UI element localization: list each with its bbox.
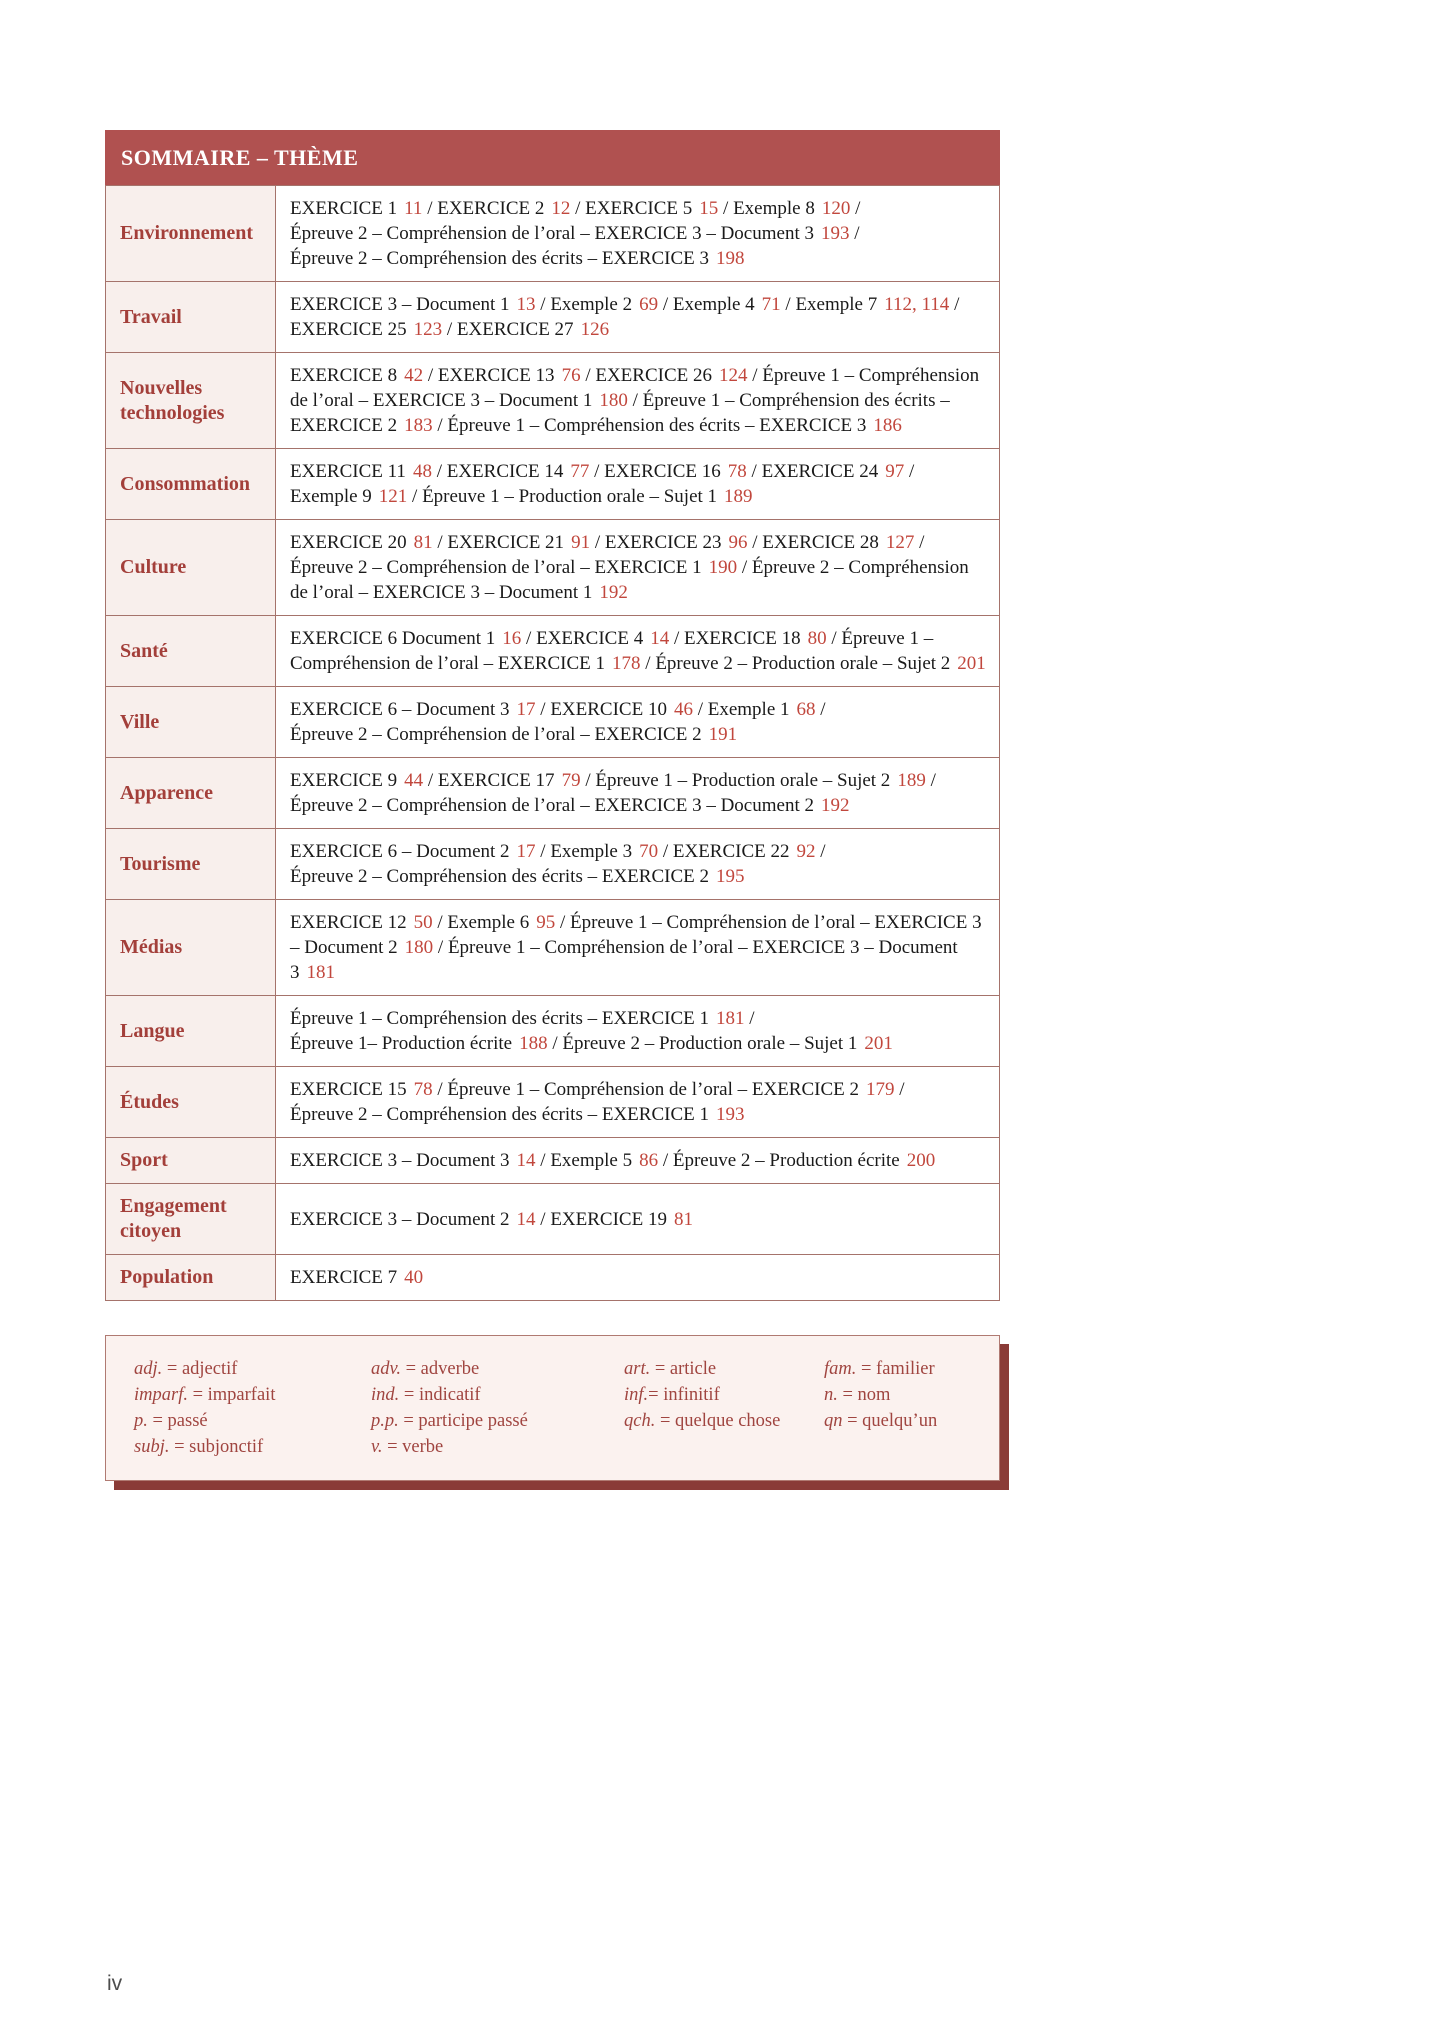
legend-abbreviation: v. <box>371 1437 383 1457</box>
entry-separator: / <box>547 1033 563 1054</box>
toc-entry-page: 193 <box>715 1104 745 1125</box>
toc-entry-page: 12 <box>551 198 571 219</box>
legend-abbreviation: art. <box>624 1359 651 1379</box>
toc-entry-page: 183 <box>404 415 433 436</box>
entry-separator: / <box>521 628 537 649</box>
toc-entry-page: 200 <box>906 1150 936 1171</box>
toc-row <box>106 687 1000 758</box>
toc-entry-page: 126 <box>580 319 610 340</box>
entry-separator: / <box>640 653 656 674</box>
toc-entry-list <box>276 687 1000 758</box>
toc-entry-label: EXERCICE 25 <box>290 319 407 340</box>
entry-separator: / <box>826 628 842 649</box>
legend-abbreviation: subj. <box>134 1437 170 1457</box>
toc-entry-page: 14 <box>516 1208 536 1230</box>
toc-entry-label: EXERCICE 8 <box>290 365 398 386</box>
toc-entry-label: EXERCICE 11 <box>290 461 406 482</box>
toc-table <box>105 185 1000 1301</box>
toc-row <box>106 758 1000 829</box>
toc-entry-page: 190 <box>708 557 738 578</box>
entry-separator: / <box>925 770 936 791</box>
toc-entry-page: 193 <box>820 223 850 244</box>
entry-separator: / <box>535 1208 551 1230</box>
toc-entry-label: Épreuve 2 – Production orale – Sujet 1 <box>562 1033 858 1054</box>
toc-entry-label: EXERCICE 16 <box>604 461 721 482</box>
toc-theme-label: Santé <box>106 616 276 687</box>
toc-entry-page: 81 <box>673 1208 693 1230</box>
legend-item: ind. = indicatif <box>371 1385 481 1405</box>
toc-entry-list <box>276 616 1000 687</box>
entry-separator: / <box>746 461 762 482</box>
legend-column <box>624 1356 824 1460</box>
toc-entry-list <box>276 1138 1000 1184</box>
entry-separator: / <box>590 532 605 553</box>
entry-separator: / <box>669 628 684 649</box>
toc-entry-page: 14 <box>650 628 670 649</box>
toc-entry-page: 189 <box>724 486 753 507</box>
toc-entry-page: 42 <box>404 365 424 386</box>
entry-separator: / <box>432 415 448 436</box>
entry-separator: / <box>580 770 596 791</box>
toc-entry-page: 181 <box>306 962 335 983</box>
toc-entry-page: 14 <box>516 1150 536 1171</box>
toc-entry-page: 68 <box>796 699 816 720</box>
toc-entry-page: 17 <box>516 841 536 862</box>
toc-row <box>106 449 1000 520</box>
entry-separator: / <box>423 770 438 791</box>
toc-entry-label: Épreuve 2 – Production écrite <box>672 1150 900 1171</box>
entry-separator: / <box>737 557 752 578</box>
entry-separator: / <box>442 319 457 340</box>
toc-entry-page: 201 <box>957 653 986 674</box>
entry-separator: / <box>744 1008 755 1029</box>
toc-entry-page: 120 <box>821 198 851 219</box>
toc-entry-label: EXERCICE 23 <box>604 532 722 553</box>
toc-entry-page: 70 <box>639 841 659 862</box>
toc-row <box>106 353 1000 449</box>
toc-entry-label: EXERCICE 6 – Document 3 <box>290 699 510 720</box>
toc-entry-label: EXERCICE 3 – Document 1 <box>290 294 510 315</box>
toc-entry-page: 112, 114 <box>884 294 950 315</box>
legend-abbreviation: imparf. <box>134 1385 188 1405</box>
toc-entry-label: Épreuve 2 – Production orale – Sujet 2 <box>655 653 951 674</box>
legend-item: n. = nom <box>824 1385 891 1405</box>
abbreviations-legend <box>105 1335 1000 1481</box>
legend-item: fam. = familier <box>824 1359 935 1379</box>
toc-entry-label: Exemple 8 <box>733 198 815 219</box>
toc-entry-page: 124 <box>718 365 748 386</box>
toc-entry-page: 13 <box>516 294 536 315</box>
legend-item: art. = article <box>624 1359 717 1379</box>
toc-theme-label: Culture <box>106 520 276 616</box>
toc-entry-page: 40 <box>404 1267 424 1288</box>
toc-entry-label: EXERCICE 3 – Document 2 <box>290 1208 510 1230</box>
toc-entry-label: Exemple 5 <box>550 1150 633 1171</box>
entry-separator: / <box>718 198 734 219</box>
toc-entry-page: 15 <box>699 198 719 219</box>
toc-entry-page: 178 <box>612 653 641 674</box>
toc-entry-label: Épreuve 2 – Compréhension des écrits – EXERCICE 3 <box>290 248 709 269</box>
toc-theme-label: Consommation <box>106 449 276 520</box>
toc-entry-page: 17 <box>516 699 536 720</box>
entry-separator: / <box>432 1079 448 1100</box>
toc-entry-page: 181 <box>715 1008 745 1029</box>
toc-entry-label: EXERCICE 21 <box>447 532 565 553</box>
toc-entry-page: 79 <box>561 770 581 791</box>
toc-entry-page: 48 <box>412 461 432 482</box>
legend-item: v. = verbe <box>371 1437 444 1457</box>
legend-abbreviation: p.p. <box>371 1411 399 1431</box>
toc-entry-list <box>276 449 1000 520</box>
toc-entry-page: 95 <box>536 912 556 933</box>
legend-item: qn = quelqu’un <box>824 1411 938 1431</box>
legend-column <box>134 1356 371 1460</box>
legend-abbreviation: fam. <box>824 1359 857 1379</box>
toc-entry-list <box>276 900 1000 996</box>
toc-theme-label: Nouvelles technologies <box>106 353 276 449</box>
entry-separator: / <box>570 198 586 219</box>
toc-entry-list <box>276 996 1000 1067</box>
entry-separator: / <box>433 937 448 958</box>
toc-entry-label: EXERCICE 10 <box>550 699 667 720</box>
entry-separator: / <box>589 461 605 482</box>
entry-separator: / <box>747 365 763 386</box>
entry-separator: / <box>555 912 570 933</box>
toc-header-bar <box>105 130 1000 185</box>
toc-entry-page: 97 <box>885 461 905 482</box>
legend-abbreviation: adv. <box>371 1359 401 1379</box>
toc-theme-label: Études <box>106 1067 276 1138</box>
toc-entry-page: 44 <box>404 770 424 791</box>
legend-abbreviation: qn <box>824 1411 843 1431</box>
toc-entry-page: 191 <box>708 724 738 745</box>
toc-theme-label: Population <box>106 1255 276 1301</box>
toc-entry-label: Exemple 9 <box>290 486 372 507</box>
toc-entry-label: Épreuve 1 – Compréhension de l’oral – EXERCICE 3 – Document 2 <box>290 912 982 958</box>
toc-entry-label: EXERCICE 3 – Document 3 <box>290 1150 510 1171</box>
toc-theme-label: Travail <box>106 282 276 353</box>
legend-abbreviation: inf. <box>624 1385 649 1405</box>
legend-item: subj. = subjonctif <box>134 1437 264 1457</box>
entry-separator: / <box>535 1150 551 1171</box>
toc-row <box>106 1138 1000 1184</box>
entry-separator: / <box>535 294 551 315</box>
toc-entry-label: EXERCICE 6 Document 1 <box>290 628 496 649</box>
toc-entry-label: EXERCICE 9 <box>290 770 398 791</box>
toc-entry-page: 92 <box>796 841 816 862</box>
toc-theme-label: Environnement <box>106 186 276 282</box>
toc-entry-label: Épreuve 1 – Compréhension de l’oral – EXERCICE 3 – Document 1 <box>290 365 980 411</box>
toc-entry-label: Épreuve 1 – Compréhension de l’oral – EXERCICE 3 – Document 3 <box>290 937 958 983</box>
toc-entry-label: Épreuve 1 – Compréhension de l’oral – EXERCICE 2 <box>447 1079 860 1100</box>
legend-item: adj. = adjectif <box>134 1359 238 1379</box>
toc-entry-label: Épreuve 2 – Compréhension de l’oral – EXERCICE 2 <box>290 724 702 745</box>
legend-column <box>371 1356 624 1460</box>
toc-theme-label: Tourisme <box>106 829 276 900</box>
page-number: iv <box>107 1972 123 1995</box>
entry-separator: / <box>692 699 708 720</box>
toc-entry-label: EXERCICE 1 <box>290 198 398 219</box>
toc-entry-page: 123 <box>413 319 443 340</box>
legend-item: imparf. = imparfait <box>134 1385 276 1405</box>
entry-separator: / <box>904 461 915 482</box>
toc-entry-label: EXERCICE 18 <box>683 628 801 649</box>
toc-entry-page: 195 <box>715 866 745 887</box>
toc-entry-page: 192 <box>599 582 628 603</box>
legend-abbreviation: qch. <box>624 1411 656 1431</box>
legend-item: p.p. = participe passé <box>371 1411 528 1431</box>
toc-entry-label: EXERCICE 22 <box>672 841 790 862</box>
toc-entry-label: Épreuve 1 – Compréhension des écrits – EXERCICE 2 <box>290 390 950 436</box>
toc-entry-label: EXERCICE 6 – Document 2 <box>290 841 510 862</box>
toc-entry-label: EXERCICE 28 <box>762 532 879 553</box>
entry-separator: / <box>849 223 860 244</box>
legend-item: inf.= infinitif <box>624 1385 720 1405</box>
toc-entry-label: EXERCICE 19 <box>550 1208 667 1230</box>
toc-entry-label: Exemple 3 <box>550 841 633 862</box>
toc-entry-label: EXERCICE 26 <box>595 365 712 386</box>
toc-entry-page: 81 <box>413 532 433 553</box>
toc-entry-list <box>276 282 1000 353</box>
toc-entry-list <box>276 186 1000 282</box>
toc-entry-label: Épreuve 2 – Compréhension de l’oral – EXERCICE 1 <box>290 557 702 578</box>
toc-entry-label: Exemple 4 <box>672 294 755 315</box>
entry-separator: / <box>850 198 861 219</box>
toc-entry-page: 11 <box>404 198 423 219</box>
toc-entry-label: Exemple 7 <box>795 294 878 315</box>
toc-entry-label: Épreuve 2 – Compréhension des écrits – EXERCICE 1 <box>290 1104 709 1125</box>
legend-abbreviation: ind. <box>371 1385 400 1405</box>
toc-theme-label: Médias <box>106 900 276 996</box>
toc-row <box>106 616 1000 687</box>
toc-entry-label: Épreuve 2 – Compréhension de l’oral – EXERCICE 3 – Document 2 <box>290 795 814 816</box>
entry-separator: / <box>423 365 438 386</box>
entry-separator: / <box>407 486 423 507</box>
toc-entry-label: Épreuve 1 – Compréhension des écrits – EXERCICE 3 <box>447 415 867 436</box>
toc-entry-list <box>276 829 1000 900</box>
toc-row <box>106 282 1000 353</box>
toc-entry-label: EXERCICE 27 <box>456 319 574 340</box>
toc-entry-label: Exemple 1 <box>707 699 790 720</box>
toc-entry-page: 201 <box>864 1033 893 1054</box>
entry-separator: / <box>535 699 551 720</box>
toc-entry-page: 91 <box>571 532 591 553</box>
toc-entry-label: Épreuve 1– Production écrite <box>290 1033 513 1054</box>
toc-entry-label: EXERCICE 12 <box>290 912 407 933</box>
toc-row <box>106 996 1000 1067</box>
entry-separator: / <box>815 841 826 862</box>
legend-abbreviation: adj. <box>134 1359 163 1379</box>
page-content <box>105 130 1000 1481</box>
toc-entry-list <box>276 520 1000 616</box>
toc-title: SOMMAIRE – THÈME <box>121 145 359 170</box>
toc-entry-page: 188 <box>519 1033 548 1054</box>
entry-separator: / <box>422 198 438 219</box>
legend-grid <box>134 1356 989 1460</box>
toc-entry-label: Épreuve 1 – Compréhension des écrits – EXERCICE 1 <box>290 1008 709 1029</box>
entry-separator: / <box>815 699 826 720</box>
toc-entry-page: 69 <box>639 294 659 315</box>
entry-separator: / <box>431 461 447 482</box>
toc-entry-page: 77 <box>570 461 590 482</box>
legend-item: qch. = quelque chose <box>624 1411 781 1431</box>
entry-separator: / <box>658 841 673 862</box>
toc-entry-page: 198 <box>715 248 745 269</box>
toc-entry-label: Exemple 6 <box>447 912 530 933</box>
toc-entry-page: 86 <box>639 1150 659 1171</box>
entry-separator: / <box>432 532 448 553</box>
toc-entry-label: EXERCICE 4 <box>536 628 644 649</box>
toc-entry-page: 186 <box>873 415 902 436</box>
toc-row <box>106 1067 1000 1138</box>
toc-entry-page: 71 <box>761 294 781 315</box>
toc-entry-list <box>276 353 1000 449</box>
entry-separator: / <box>658 1150 673 1171</box>
toc-theme-label: Engagement citoyen <box>106 1184 276 1255</box>
entry-separator: / <box>432 912 448 933</box>
toc-entry-page: 76 <box>561 365 581 386</box>
toc-row <box>106 1184 1000 1255</box>
legend-item: p. = passé <box>134 1411 208 1431</box>
toc-entry-label: EXERCICE 14 <box>446 461 564 482</box>
toc-entry-page: 80 <box>807 628 827 649</box>
entry-separator: / <box>658 294 673 315</box>
toc-entry-label: EXERCICE 20 <box>290 532 407 553</box>
toc-entry-page: 189 <box>897 770 926 791</box>
toc-theme-label: Sport <box>106 1138 276 1184</box>
toc-row <box>106 520 1000 616</box>
toc-row <box>106 829 1000 900</box>
toc-entry-label: Épreuve 2 – Compréhension de l’oral – EXERCICE 3 – Document 1 <box>290 557 969 603</box>
toc-entry-list <box>276 1067 1000 1138</box>
toc-entry-label: Épreuve 1 – Compréhension de l’oral – EXERCICE 1 <box>290 628 934 674</box>
toc-entry-page: 46 <box>673 699 693 720</box>
toc-entry-list <box>276 1184 1000 1255</box>
toc-entry-page: 127 <box>885 532 915 553</box>
toc-entry-label: EXERCICE 24 <box>761 461 879 482</box>
toc-entry-label: Exemple 2 <box>550 294 633 315</box>
toc-entry-label: EXERCICE 2 <box>437 198 545 219</box>
entry-separator: / <box>627 390 643 411</box>
toc-entry-label: EXERCICE 15 <box>290 1079 407 1100</box>
toc-entry-label: Épreuve 1 – Production orale – Sujet 1 <box>422 486 718 507</box>
toc-entry-page: 16 <box>502 628 522 649</box>
toc-entry-label: EXERCICE 13 <box>437 365 555 386</box>
toc-row <box>106 900 1000 996</box>
toc-entry-page: 78 <box>413 1079 433 1100</box>
toc-entry-page: 180 <box>404 937 434 958</box>
toc-entry-page: 192 <box>820 795 850 816</box>
legend-abbreviation: n. <box>824 1385 838 1405</box>
toc-entry-page: 180 <box>599 390 628 411</box>
toc-entry-label: Épreuve 1 – Production orale – Sujet 2 <box>595 770 891 791</box>
toc-entry-label: EXERCICE 17 <box>437 770 555 791</box>
toc-theme-label: Ville <box>106 687 276 758</box>
toc-entry-page: 179 <box>866 1079 895 1100</box>
toc-row <box>106 1255 1000 1301</box>
toc-entry-list <box>276 1255 1000 1301</box>
toc-entry-page: 78 <box>727 461 747 482</box>
legend-column <box>824 1356 989 1460</box>
entry-separator: / <box>580 365 596 386</box>
entry-separator: / <box>535 841 551 862</box>
toc-theme-label: Apparence <box>106 758 276 829</box>
toc-entry-label: EXERCICE 7 <box>290 1267 398 1288</box>
toc-entry-page: 96 <box>728 532 748 553</box>
toc-entry-label: Épreuve 2 – Compréhension de l’oral – EXERCICE 3 – Document 3 <box>290 223 814 244</box>
entry-separator: / <box>894 1079 905 1100</box>
legend-item: adv. = adverbe <box>371 1359 480 1379</box>
toc-entry-label: Épreuve 2 – Compréhension des écrits – EXERCICE 2 <box>290 866 709 887</box>
entry-separator: / <box>949 294 960 315</box>
toc-theme-label: Langue <box>106 996 276 1067</box>
entry-separator: / <box>780 294 796 315</box>
toc-entry-list <box>276 758 1000 829</box>
toc-entry-label: EXERCICE 5 <box>585 198 693 219</box>
toc-entry-page: 50 <box>413 912 433 933</box>
toc-entry-page: 121 <box>378 486 408 507</box>
entry-separator: / <box>747 532 763 553</box>
entry-separator: / <box>914 532 925 553</box>
legend-abbreviation: p. <box>134 1411 148 1431</box>
toc-row <box>106 186 1000 282</box>
